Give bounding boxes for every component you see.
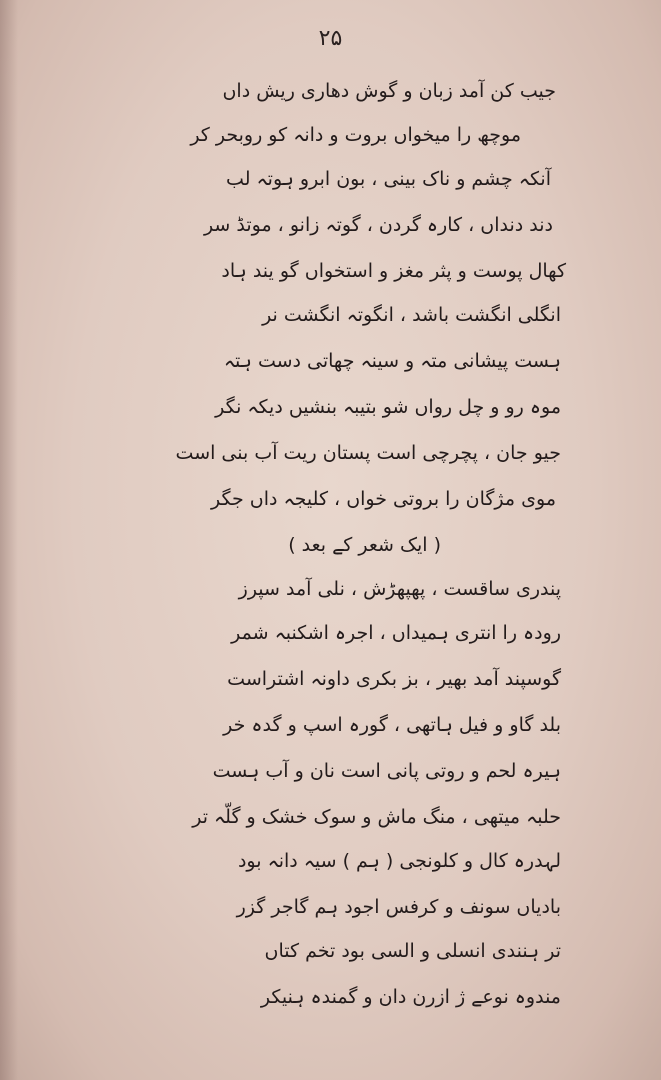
verse-line: مندوہ نوعے ژ ازرن دان و گمندہ ہنیکر [260,986,561,1008]
verse-line: گوسپند آمد بھیر ، بز بکری داونہ اشتراست [227,668,561,690]
verse-line: دند دنداں ، کارہ گردن ، گوتہ زانو ، موتڈ سر [203,214,553,236]
verse-line: تر ہنندی انسلی و السی بود تخم کتاں [264,940,561,962]
verse-line: حلبہ میتھی ، منگ ماش و سوک خشک و گلّہ تر [192,806,561,828]
verse-line: لہدرہ کال و کلونجی ( ہم ) سیہ دانہ بود [237,850,561,872]
verse-line: کھال پوست و پثر مغز و استخواں گو یند ہاد [221,260,566,282]
verse-line: موچھ را میخواں بروت و دانہ کو روبحر کر [190,124,521,146]
verse-line: ہیرہ لحم و روتی پانی است نان و آب ہست [212,760,561,782]
verse-line: پندری ساقست ، پھپھڑش ، نلی آمد سپرز [238,578,561,600]
verse-line: انگلی انگشت باشد ، انگوتہ انگشت نر [262,304,561,326]
verse-line: موہ رو و چل رواں شو بتیبہ بنشیں دیکہ نگر [215,396,561,418]
verse-line: بادیاں سونف و کرفس اجود ہم گاجر گزر [236,896,561,918]
verse-block [0,68,661,1068]
verse-line: آنکہ چشم و ناک بینی ، بون ابرو ہوتہ لب [226,168,551,190]
verse-line: جیو جان ، پچرچی است پستان ریت آب بنی است [175,442,561,464]
verse-line: جیب کن آمد زبان و گوش دھاری ریش داں [222,80,556,102]
verse-line: موی مژگان را بروتی خواں ، کلیجہ داں جگر [211,488,556,510]
verse-line: بلد گاو و فیل ہاتھی ، گورہ اسپ و گدہ خر [223,714,561,736]
verse-line: ہست پیشانی متہ و سینہ چھاتی دست ہتہ [223,350,561,372]
page-number: ۲۵ [318,26,343,51]
verse-line: رودہ را انتری ہمیداں ، اجرہ اشکنبہ شمر [231,622,561,644]
section-note: ( ایک شعر کے بعد ) [288,534,441,556]
